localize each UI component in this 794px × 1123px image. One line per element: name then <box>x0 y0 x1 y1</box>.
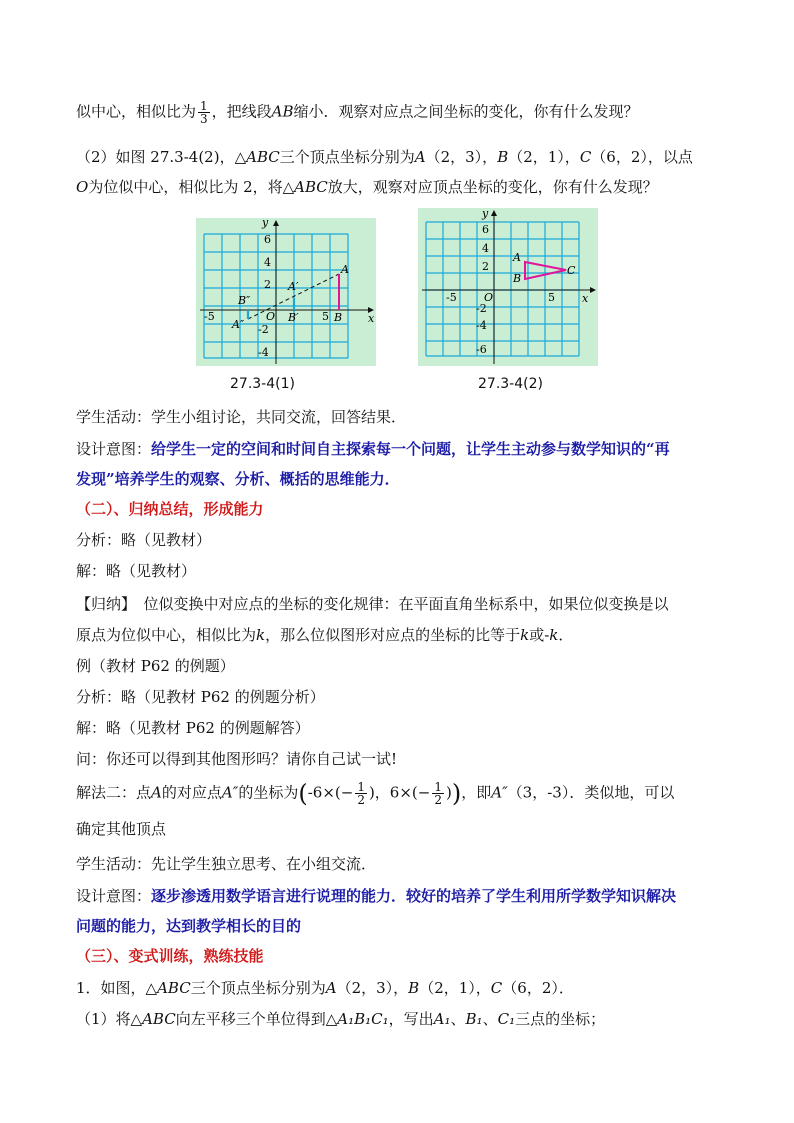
point-label-B: B <box>334 311 343 324</box>
method-2-line-2: 确定其他顶点 <box>76 820 167 838</box>
text-segment: （2，3）， <box>425 148 498 166</box>
math-var: A₁B₁C₁ <box>337 1010 389 1028</box>
point-label-B: B <box>513 272 522 285</box>
text-segment: （2，3）， <box>336 979 409 997</box>
text-segment: 解法二：点 <box>76 783 152 802</box>
text-segment: （2，1）， <box>419 979 491 997</box>
text-segment: ． <box>558 626 574 644</box>
y-axis-label: y <box>482 208 489 220</box>
analysis-2: 分析：略（见教材 P62 的例题分析） <box>76 688 325 706</box>
expr-segment: ) <box>445 783 452 802</box>
x-tick-label: -5 <box>446 291 457 304</box>
text-segment: 为位似中心，相似比为 2，将△ <box>88 178 295 196</box>
math-var: A″ <box>491 783 508 802</box>
fraction-numerator: 1 <box>200 99 208 113</box>
math-var: ABC <box>157 979 191 997</box>
math-var: C <box>490 979 503 997</box>
text-segment: （2）如图 27.3-4(2)，△ <box>76 148 247 166</box>
text-segment: 的坐标为 <box>238 783 299 802</box>
point-label-A-prime: A′ <box>288 280 299 293</box>
math-var: A <box>325 979 337 997</box>
x-axis-label: x <box>582 292 589 305</box>
paren: ( <box>298 779 308 808</box>
text-segment: （6，2），以点 <box>591 148 693 166</box>
math-var: A <box>151 783 162 802</box>
y-tick-label: 6 <box>482 223 489 236</box>
design-intent-2-cont: 问题的能力，达到教学相长的目的 <box>76 917 302 935</box>
figure-background <box>196 218 376 366</box>
point-label-B-prime: B′ <box>288 311 299 324</box>
math-var: AB <box>271 102 294 121</box>
math-var: k <box>256 626 266 644</box>
fraction-denominator: 2 <box>357 793 365 807</box>
text-segment: 向左平移三个单位得到△ <box>175 1010 338 1028</box>
text-segment: ，那么位似图形对应点的坐标的比等于 <box>265 626 521 644</box>
text-segment: 、 <box>482 1010 498 1028</box>
y-tick-label: -2 <box>476 302 487 315</box>
figure-background <box>418 208 598 366</box>
point-label-C: C <box>567 264 576 277</box>
text-line-1 <box>76 100 639 125</box>
summary-line-2 <box>76 624 573 646</box>
y-tick-label: -4 <box>258 346 269 359</box>
fraction-denominator: 3 <box>200 112 208 126</box>
text-line-3 <box>76 176 658 198</box>
y-tick-label: 2 <box>482 260 489 273</box>
exercise-1 <box>76 977 574 999</box>
point-label-A: A <box>513 251 521 264</box>
text-line-2 <box>76 146 693 168</box>
math-var: ABC <box>294 178 328 196</box>
math-var: B <box>497 148 509 166</box>
solution-2: 解：略（见教材 P62 的例题解答） <box>76 719 310 737</box>
point-label-A: A <box>341 263 349 276</box>
fraction-numerator: 1 <box>357 780 365 794</box>
y-axis-label: y <box>262 218 269 229</box>
math-var: ABC <box>246 148 280 166</box>
origin-label: O <box>484 291 494 304</box>
y-tick-label: 6 <box>264 233 271 246</box>
text-segment: ，即 <box>461 783 492 802</box>
x-tick-label: 5 <box>322 310 329 323</box>
design-intent-1-cont: 发现”培养学生的观察、分析、概括的思维能力． <box>76 470 400 488</box>
text-segment: 原点为位似中心，相似比为 <box>76 626 257 644</box>
summary-line-1: 【归纳】 位似变换中对应点的坐标的变化规律：在平面直角坐标系中，如果位似变换是以 <box>76 595 669 613</box>
example: 例（教材 P62 的例题） <box>76 657 235 675</box>
text-segment: 、 <box>450 1010 466 1028</box>
y-tick-label: -4 <box>476 319 487 332</box>
expr-segment: -6×(− <box>307 783 354 802</box>
y-tick-label: 4 <box>264 256 271 269</box>
section-heading-3: （三）、变式训练，熟练技能 <box>76 947 264 965</box>
text-segment: （3，-3）．类似地，可以 <box>507 783 675 802</box>
text-segment: （6，2）． <box>502 979 574 997</box>
text-segment: ，把线段 <box>211 102 272 121</box>
text-segment: 的对应点 <box>161 783 222 802</box>
paren: ) <box>451 779 462 808</box>
math-var: A″ <box>221 783 239 802</box>
math-var: C₁ <box>497 1010 516 1028</box>
design-intent-label: 设计意图： <box>76 440 152 458</box>
figure-27-3-4-2 <box>418 208 598 366</box>
design-intent-text: 逐步渗透用数学语言进行说理的能力．较好的培养了学生利用所学数学知识解决 <box>151 887 677 905</box>
y-tick-label: -2 <box>258 323 269 336</box>
math-var: O <box>76 178 89 196</box>
fraction-one-third <box>198 100 210 125</box>
x-tick-label: -5 <box>204 310 215 323</box>
fraction-one-half <box>432 781 444 806</box>
expr-segment: )，6×(− <box>368 783 431 802</box>
student-activity-1: 学生活动：学生小组讨论，共同交流，回答结果． <box>76 408 407 426</box>
text-segment: 或- <box>529 626 550 644</box>
text-segment: 三点的坐标； <box>515 1010 606 1028</box>
exercise-1-part-1 <box>76 1008 605 1030</box>
student-activity-2: 学生活动：先让学生独立思考、在小组交流． <box>76 855 377 873</box>
math-var: B₁ <box>465 1010 483 1028</box>
method-2-line-1 <box>76 781 674 806</box>
solution-1: 解：略（见教材） <box>76 562 197 580</box>
figure-caption-1: 27.3-4(1) <box>230 376 295 392</box>
math-var: B <box>408 979 420 997</box>
text-segment: 1．如图，△ <box>76 979 158 997</box>
point-label-B-double-prime: B″ <box>238 294 251 307</box>
math-var: A₁ <box>433 1010 451 1028</box>
y-tick-label: 4 <box>482 242 489 255</box>
fraction-one-half <box>355 781 367 806</box>
fraction-denominator: 2 <box>434 793 442 807</box>
text-segment: 缩小．观察对应点之间坐标的变化，你有什么发现？ <box>293 102 639 121</box>
figure-caption-2: 27.3-4(2) <box>478 376 543 392</box>
fraction-numerator: 1 <box>434 780 442 794</box>
math-var: k <box>549 626 559 644</box>
math-var: C <box>579 148 592 166</box>
text-segment: 似中心，相似比为 <box>76 102 197 121</box>
text-segment: （2，1）， <box>508 148 580 166</box>
design-intent-text: 给学生一定的空间和时间自主探索每一个问题，让学生主动参与数学知识的“再 <box>151 440 670 458</box>
text-segment: （1）将△ <box>76 1010 143 1028</box>
math-var: ABC <box>142 1010 176 1028</box>
text-segment: 放大，观察对应顶点坐标的变化，你有什么发现？ <box>327 178 658 196</box>
text-segment: 三个顶点坐标分别为 <box>190 979 326 997</box>
math-var: A <box>414 148 426 166</box>
math-var: k <box>520 626 530 644</box>
y-tick-label: 2 <box>264 278 271 291</box>
figure-27-3-4-1 <box>196 218 376 366</box>
design-intent-label: 设计意图： <box>76 887 152 905</box>
x-axis-label: x <box>368 312 375 325</box>
text-segment: 三个顶点坐标分别为 <box>279 148 415 166</box>
text-segment: ，写出 <box>388 1010 434 1028</box>
design-intent-1 <box>76 438 670 460</box>
x-tick-label: 5 <box>548 291 555 304</box>
analysis-1: 分析：略（见教材） <box>76 531 212 549</box>
design-intent-2 <box>76 885 676 907</box>
origin-label: O <box>266 310 276 323</box>
point-label-A-double-prime: A″ <box>232 318 245 331</box>
y-tick-label: -6 <box>476 343 487 356</box>
question: 问：你还可以得到其他图形吗？请你自己试一试! <box>76 750 398 768</box>
section-heading-2: （二）、归纳总结，形成能力 <box>76 500 264 518</box>
